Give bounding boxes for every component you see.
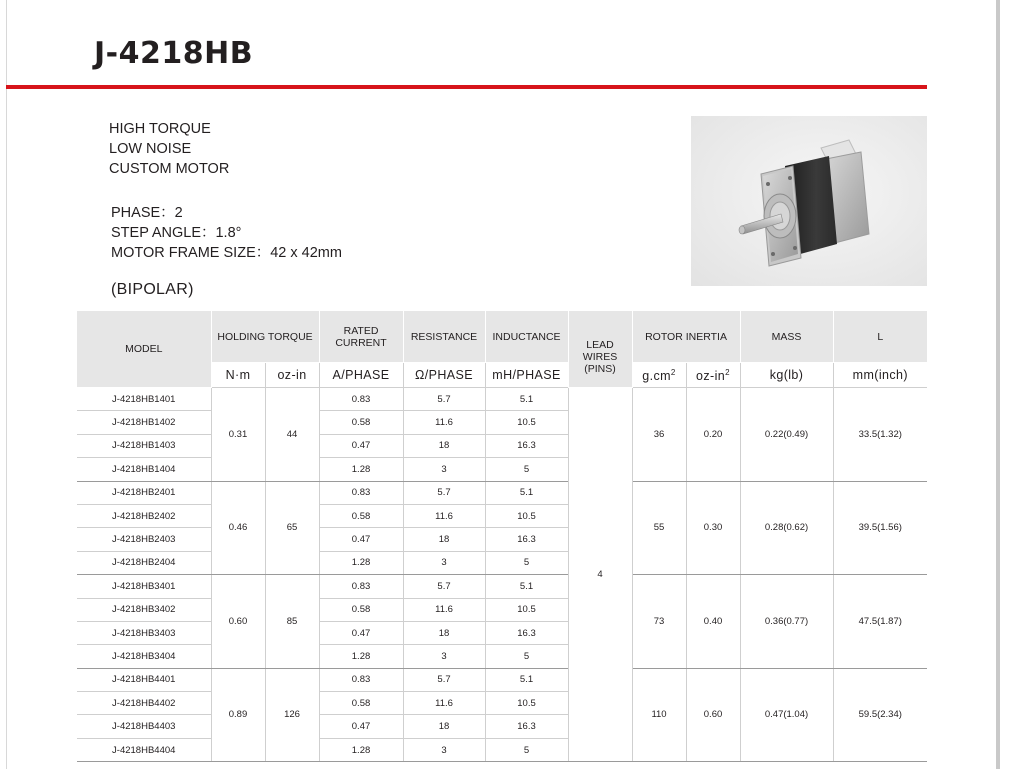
resistance-cell: 5.7 [403, 481, 485, 504]
torque-ozin-cell: 65 [265, 481, 319, 575]
stepper-motor-image [691, 116, 927, 286]
current-cell: 0.47 [319, 715, 403, 738]
model-cell: J-4218HB4404 [77, 738, 211, 761]
inertia-oz-cell: 0.20 [686, 388, 740, 482]
unit-torque-nm: N·m [211, 363, 265, 388]
inertia-g-cell: 36 [632, 388, 686, 482]
model-cell: J-4218HB1401 [77, 388, 211, 411]
current-cell: 0.58 [319, 598, 403, 621]
spec-step-angle: STEP ANGLE：1.8° [111, 225, 242, 241]
inductance-cell: 16.3 [485, 621, 568, 644]
lead-wires-cell: 4 [568, 388, 632, 762]
current-cell: 0.47 [319, 528, 403, 551]
header-lead-wires-sub: (PINS) [584, 363, 616, 375]
unit-torque-ozin: oz-in [265, 363, 319, 388]
length-cell: 39.5(1.56) [833, 481, 927, 575]
resistance-cell: 18 [403, 621, 485, 644]
model-cell: J-4218HB1403 [77, 434, 211, 457]
resistance-cell: 3 [403, 551, 485, 574]
inductance-cell: 16.3 [485, 715, 568, 738]
header-model: MODEL [77, 311, 211, 388]
model-cell: J-4218HB3402 [77, 598, 211, 621]
model-cell: J-4218HB2404 [77, 551, 211, 574]
resistance-cell: 18 [403, 434, 485, 457]
inductance-cell: 10.5 [485, 411, 568, 434]
model-cell: J-4218HB2402 [77, 504, 211, 527]
inductance-cell: 5 [485, 551, 568, 574]
header-rated-current: RATED CURRENT [319, 311, 403, 363]
resistance-cell: 3 [403, 458, 485, 481]
motor-photo [691, 116, 927, 286]
inductance-cell: 5.1 [485, 481, 568, 504]
inductance-cell: 10.5 [485, 598, 568, 621]
resistance-cell: 5.7 [403, 668, 485, 691]
inertia-oz-cell: 0.60 [686, 668, 740, 762]
header-lead-wires-label: LEAD WIRES [582, 339, 618, 363]
table-row [77, 575, 927, 598]
model-cell: J-4218HB3403 [77, 621, 211, 644]
resistance-cell: 18 [403, 528, 485, 551]
current-cell: 1.28 [319, 738, 403, 761]
resistance-cell: 5.7 [403, 575, 485, 598]
torque-nm-cell: 0.60 [211, 575, 265, 669]
current-cell: 1.28 [319, 551, 403, 574]
model-cell: J-4218HB1402 [77, 411, 211, 434]
torque-ozin-cell: 126 [265, 668, 319, 762]
current-cell: 1.28 [319, 458, 403, 481]
title-divider [6, 85, 927, 89]
inductance-cell: 5 [485, 738, 568, 761]
current-cell: 0.58 [319, 504, 403, 527]
spec-frame-size: MOTOR FRAME SIZE：42 x 42mm [111, 245, 342, 261]
unit-current: A/PHASE [319, 363, 403, 388]
inductance-cell: 5.1 [485, 388, 568, 411]
unit-mass: kg(lb) [740, 363, 833, 388]
header-lead-wires [568, 311, 632, 388]
header-rotor-inertia: ROTOR INERTIA [632, 311, 740, 363]
length-cell: 59.5(2.34) [833, 668, 927, 762]
inductance-cell: 5.1 [485, 668, 568, 691]
unit-inductance: mH/PHASE [485, 363, 568, 388]
resistance-cell: 3 [403, 645, 485, 668]
current-cell: 1.28 [319, 645, 403, 668]
feature-high-torque: HIGH TORQUE [109, 121, 211, 137]
resistance-cell: 11.6 [403, 692, 485, 715]
current-cell: 0.83 [319, 481, 403, 504]
inductance-cell: 10.5 [485, 504, 568, 527]
model-cell: J-4218HB4403 [77, 715, 211, 738]
header-inductance: INDUCTANCE [485, 311, 568, 363]
current-cell: 0.47 [319, 621, 403, 644]
model-cell: J-4218HB4401 [77, 668, 211, 691]
current-cell: 0.83 [319, 575, 403, 598]
resistance-cell: 11.6 [403, 411, 485, 434]
length-cell: 47.5(1.87) [833, 575, 927, 669]
page-title: J-4218HB [94, 36, 254, 71]
spec-table [77, 310, 927, 762]
unit-inertia-oz: $oz-in^2$ [686, 363, 740, 388]
unit-length: mm(inch) [833, 363, 927, 388]
torque-nm-cell: 0.31 [211, 388, 265, 482]
current-cell: 0.83 [319, 668, 403, 691]
mass-cell: 0.28(0.62) [740, 481, 833, 575]
model-cell: J-4218HB1404 [77, 458, 211, 481]
resistance-cell: 11.6 [403, 504, 485, 527]
inertia-g-cell: 110 [632, 668, 686, 762]
inductance-cell: 5 [485, 645, 568, 668]
table-row [77, 388, 927, 411]
inertia-oz-cell: 0.30 [686, 481, 740, 575]
unit-resistance: Ω/PHASE [403, 363, 485, 388]
model-cell: J-4218HB3404 [77, 645, 211, 668]
inductance-cell: 5.1 [485, 575, 568, 598]
unit-inertia-g: $g.cm^2$ [632, 363, 686, 388]
resistance-cell: 18 [403, 715, 485, 738]
torque-ozin-cell: 85 [265, 575, 319, 669]
inductance-cell: 5 [485, 458, 568, 481]
header-holding-torque: HOLDING TORQUE [211, 311, 319, 363]
current-cell: 0.47 [319, 434, 403, 457]
torque-nm-cell: 0.89 [211, 668, 265, 762]
mass-cell: 0.22(0.49) [740, 388, 833, 482]
model-cell: J-4218HB2403 [77, 528, 211, 551]
feature-custom-motor: CUSTOM MOTOR [109, 161, 230, 177]
inertia-g-cell: 55 [632, 481, 686, 575]
current-cell: 0.58 [319, 411, 403, 434]
model-cell: J-4218HB2401 [77, 481, 211, 504]
current-cell: 0.83 [319, 388, 403, 411]
table-row [77, 481, 927, 504]
header-resistance: RESISTANCE [403, 311, 485, 363]
length-cell: 33.5(1.32) [833, 388, 927, 482]
table-row [77, 668, 927, 691]
scrollbar[interactable] [996, 0, 1000, 769]
model-cell: J-4218HB3401 [77, 575, 211, 598]
mass-cell: 0.36(0.77) [740, 575, 833, 669]
inductance-cell: 10.5 [485, 692, 568, 715]
feature-low-noise: LOW NOISE [109, 141, 192, 157]
header-mass: MASS [740, 311, 833, 363]
resistance-cell: 3 [403, 738, 485, 761]
header-length: L [833, 311, 927, 363]
model-cell: J-4218HB4402 [77, 692, 211, 715]
inductance-cell: 16.3 [485, 528, 568, 551]
spec-phase: PHASE：2 [111, 205, 183, 221]
inertia-g-cell: 73 [632, 575, 686, 669]
table-header-row [77, 311, 927, 363]
resistance-cell: 5.7 [403, 388, 485, 411]
torque-nm-cell: 0.46 [211, 481, 265, 575]
inertia-oz-cell: 0.40 [686, 575, 740, 669]
bipolar-label: (BIPOLAR) [111, 281, 194, 298]
inductance-cell: 16.3 [485, 434, 568, 457]
mass-cell: 0.47(1.04) [740, 668, 833, 762]
resistance-cell: 11.6 [403, 598, 485, 621]
current-cell: 0.58 [319, 692, 403, 715]
torque-ozin-cell: 44 [265, 388, 319, 482]
